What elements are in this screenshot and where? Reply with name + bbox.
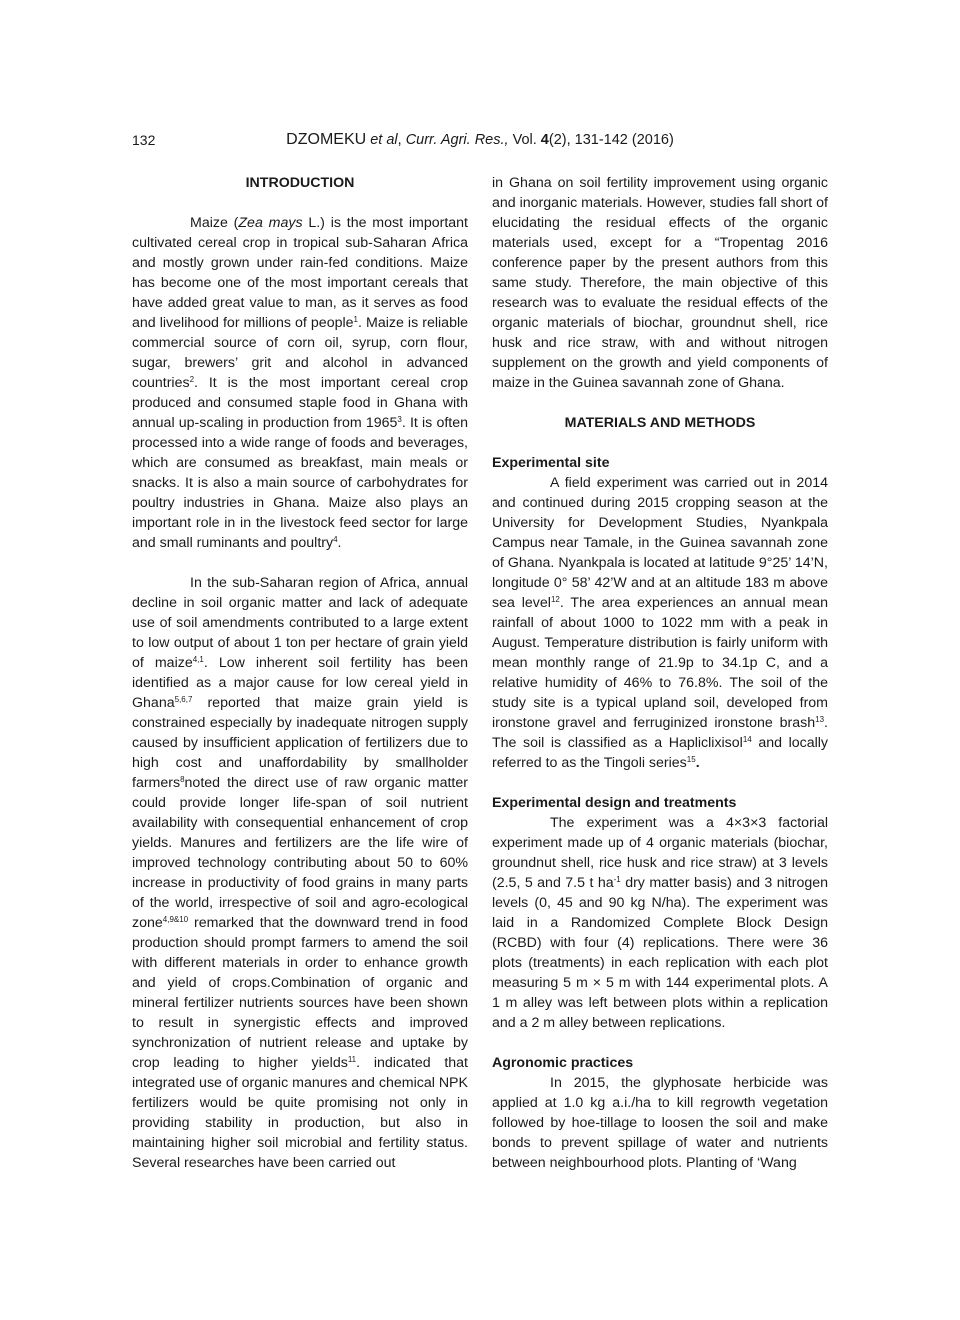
- running-header: DZOMEKU et al, Curr. Agri. Res., Vol. 4(2), 131-142 (2016): [286, 131, 674, 148]
- page-number: 132: [132, 132, 156, 148]
- intro-paragraph-2: In the sub-Saharan region of Africa, annual decline in soil organic matter and lack of adequate use of soil amendments contributed to a large extent to low output of about 1 ton per hectare of grain yield of maize$^{4,1}$. Low inherent soil fertility has been identified as a major cause for low cereal yield in Ghana$^{5,6,7}$ reported that maize grain yield is constrained especially by inadequate nitrogen supply caused by insufficient application of fertilizers due to high cost and unaffordability by smallholder farmers$^8$noted the direct use of raw organic matter could provide longer life-span of soil nutrient availability with consequential enhancement of crop yields. Manures and fertilizers are the life wire of improved technology contributing about 50 to 60% increase in productivity of food grains in many parts of the world, irrespective of soil and agro-ecological zone$^{4,9\&10}$ remarked that the downward trend in food production should prompt farmers to amend the soil with different materials in order to enhance growth and yield of crops.Combination of organic and mineral fertilizer nutrients sources have been shown to result in synergistic effects and improved synchronization of nutrient release and uptake by crop leading to higher yields$^{11}$. indicated that integrated use of organic manures and chemical NPK fertilizers would be quite promising not only in providing stability in production, but also in maintaining higher soil microbial and fertility status. Several researches have been carried out: [132, 575, 468, 1171]
- methods-heading: MATERIALS AND METHODS: [564, 415, 756, 431]
- experimental-design-heading: Experimental design and treatments: [492, 795, 737, 811]
- experimental-site-heading: Experimental site: [492, 455, 610, 471]
- intro-paragraph-1: Maize (Zea mays L.) is the most important cultivated cereal crop in tropical sub-Saharan Africa and mostly grown under rain-fed conditions. Maize has become one of the most important cereals that have added great value to man, as it serves as food and livelihood for millions of people$^1$. Maize is reliable commercial source of corn oil, syrup, corn flour, sugar, brewers’ grit and alcohol in advanced countries$^2$. It is the most important cereal crop produced and consumed staple food in Ghana with annual up-scaling in production from 1965$^3$. It is often processed into a wide range of foods and beverages, which are consumed as breakfast, main meals or snacks. It is also a main source of carbohydrates for poultry industries in Ghana. Maize also plays an important role in in the livestock feed sector for large and small ruminants and poultry$^4$.: [132, 215, 469, 551]
- experimental-site-paragraph: A field experiment was carried out in 2014 and continued during 2015 cropping season at the University for Development Studies, Nyankpala Campus near Tamale, in the Guinea savannah zone of Ghana. Nyankpala is located at latitude 9°25’ 14’N, longitude 0° 58’ 42’W and at an altitude 183 m above sea level$^{12}$. The area experiences an annual mean rainfall of about 1000 to 1022 mm with a peak in August. Temperature distribution is fairly uniform with mean monthly range of 21.9p to 34.1p C, and a relative humidity of 46% to 76.8%. The soil of the study site is a typical upland soil, developed from ironstone gravel and ferruginized ironstone brash$^{13}$. The soil is classified as a Hapliclixisol$^{14}$ and locally referred to as the Tingoli series$^{15}$.: [492, 475, 828, 771]
- header-etal: et al: [370, 132, 398, 148]
- intro-paragraph-2-continued: in Ghana on soil fertility improvement using organic and inorganic materials. However, studies fall short of elucidating the residual effects of the organic materials used, except for a “Tropentag 2016 conference paper by the present authors from this same study. Therefore, the main objective of this research was to evaluate the residual effects of the organic materials of biochar, groundnut shell, rice husk and rice straw, with and without nitrogen supplement on the growth and yield components of maize in the Guinea savannah zone of Ghana.: [492, 175, 828, 391]
- header-vol-label: Vol.: [512, 132, 537, 148]
- header-author: DZOMEKU: [286, 131, 367, 148]
- introduction-heading: INTRODUCTION: [245, 175, 355, 191]
- agronomic-practices-heading: Agronomic practices: [492, 1055, 634, 1071]
- header-issue-pages: (2), 131-142 (2016): [548, 132, 674, 148]
- left-column: [132, 173, 468, 1173]
- header-journal: Curr. Agri. Res.,: [405, 132, 509, 148]
- right-column: [492, 173, 828, 1173]
- header-vol: 4: [540, 132, 549, 148]
- experimental-design-paragraph: The experiment was a 4×3×3 factorial experiment made up of 4 organic materials (biochar, groundnut shell, rice husk and rice straw) at 3 levels (2.5, 5 and 7.5 t $ha^{-1}$ dry matter basis) and 3 nitrogen levels (0, 45 and 90 kg N/ha). The experiment was laid in a Randomized Complete Block Design (RCBD) with four (4) replications. There were 36 plots (treatments) in each replication with each plot measuring 5 m × 5 m with 144 experimental plots. A 1 m alley was left between plots within a replication and a 2 m alley between replications.: [492, 815, 829, 1031]
- agronomic-practices-paragraph: In 2015, the glyphosate herbicide was applied at 1.0 kg a.i./ha to kill regrowth vegetation followed by hoe-tillage to loosen the soil and make bonds to prevent spillage of water and nutrients between neighbourhood plots. Planting of ‘Wang: [492, 1075, 828, 1171]
